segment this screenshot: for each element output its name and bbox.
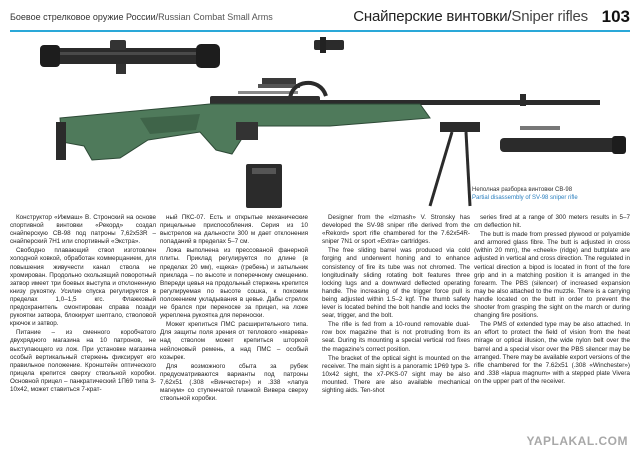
body-text bbox=[10, 214, 630, 448]
spare-magazine bbox=[246, 164, 282, 208]
column-2-ru bbox=[160, 214, 308, 448]
visor bbox=[520, 126, 560, 130]
running-header-right bbox=[353, 8, 588, 25]
rifle-disassembly-illustration bbox=[0, 34, 640, 210]
paragraph: The free sliding barrel was produced via cold forging and underwent honing and to enhance consistency of fire its tube was not chromed. The longitudinally sliding rotating bolt features three locking lugs and a downward deflected operating handle. The increasing of the trigger force pull is being adjusted within 1.5–2 kgf. The thumb safety lever is located behind the bolt handle and locks the sear, trigger, and the bolt. bbox=[322, 247, 470, 320]
header-rule bbox=[10, 30, 630, 32]
buttplate bbox=[56, 122, 66, 160]
muzzle-device bbox=[314, 37, 344, 53]
page-number: 103 bbox=[601, 7, 630, 26]
watermark: YAPLAKAL.COM bbox=[526, 434, 628, 448]
figure-caption bbox=[472, 186, 632, 202]
paragraph: Для возможного сбыта за рубеж предусматриваются варианты под патроны 7,62х51 (.308 «Винчестер») и .338 «лапуа магнум» со ступенчатой планкой Вивера сверху ствольной коробки. bbox=[160, 362, 308, 403]
paragraph: Может крепиться ПМС расширительного типа. Для защиты поля зрения от теплового «марева» над стволом может крепиться шторкой нейлоновый ремень, а над ПМС – особый козырек. bbox=[160, 321, 308, 361]
header-right-en: Sniper rifles bbox=[511, 8, 588, 25]
paragraph: The butt is made from pressed plywood or polyamide and armored glass fibre. The butt is adjusted in cross (within 20 mm), the «cheek» (ridge) and buttplate are adjusted in vertical and cross direction. The regulated in vertical direction a bipod is located in front of the fore grip and in a matching position it is arranged in the forearm. The PBS (silencer) of increased expansion may be also attached to the muzzle. There is a carrying handle located on the butt in order to prevent the shooter from grasping the sight on the march or during changing fire positions. bbox=[474, 231, 630, 320]
paragraph: The rifle is fed from a 10-round removable dual-row box magazine that is not protruding from its seat. During its mounting a special vertical rod fixes the magazine's correct position. bbox=[322, 321, 470, 353]
caption-en: Partial disassembly of SV-98 sniper rifle bbox=[472, 195, 578, 201]
paragraph: The bracket of the optical sight is mounted on the receiver. The main sight is a panoramic 1P69 type 3-10x42 sight, the x7-PKS-07 sight may be also mounted. There are also available mechanical sighting aids. Ten-shot bbox=[322, 354, 470, 394]
silencer bbox=[500, 136, 626, 154]
paragraph: Питание – из сменного коробчатого двухрядного магазина на 10 патронов, не выступающего из лож. При установке магазина особый вертикальный стержень фиксирует его правильное положение. Кронштейн оптического прицела крепится сверху ствольной коробки. Основной прицел – панкратический 1П69 типа 3-10х42, может ставиться 7-крат- bbox=[10, 329, 156, 393]
paragraph: Свободно плавающий ствол изготовлен холодной ковкой, обработан коммерцанием, для повышения живучести канал ствола не хромирован. Продольно скользящий поворотный затвор имеет три боевых выступа и отклоненную книзу рукоятку. Усилие спуска регулируется в пределах 1,0–1,5 кгс. Флажковый предохранитель смонтирован справа позади рукоятки затвора, блокирует шептало, стволовой крючок и затвор. bbox=[10, 247, 156, 328]
magazine-installed bbox=[236, 122, 258, 140]
paragraph: ный ПКС-07. Есть и открытые механические прицельные приспособления. Серия из 10 выстрелов на дальности 300 м дает отклонения попаданий в пределах 5–7 см. bbox=[160, 214, 308, 246]
caption-ru: Неполная разборка винтовки СВ-98 bbox=[472, 187, 573, 193]
paragraph: series fired at a range of 300 meters results in 5–7 cm deflection hit. bbox=[474, 214, 630, 230]
header-left-en: Russian Combat Small Arms bbox=[158, 12, 273, 22]
paragraph: Конструктор «Ижмаш» В. Стронский на основе спортивной винтовки «Рекорд» создал снайперскую СВ-98 под патроны 7,62х53R – снайперский 7Н1 или спортивный «Экстра». bbox=[10, 214, 156, 246]
column-3-en bbox=[322, 214, 470, 448]
running-header-left bbox=[10, 12, 273, 22]
paragraph: Designer from the «Izmash» V. Stronsky has developed the SV-98 sniper rifle derived from the «Rekord» sport rifle chambered for the 7.62x54R-sniper 7N1 or sport «Extra» cartridges. bbox=[322, 214, 470, 246]
column-1-ru bbox=[10, 214, 156, 448]
column-4-en bbox=[474, 214, 630, 448]
header-left-ru: Боевое стрелковое оружие России/ bbox=[10, 12, 159, 22]
cleaning-rod bbox=[238, 91, 298, 94]
header-right-ru: Снайперские винтовки/ bbox=[353, 8, 512, 25]
front-sight bbox=[520, 94, 526, 106]
paragraph: The PMS of extended type may be also attached. In an effort to protect the field of vision from the heat mirage or optical illusion, the wide nylon belt over the barrel and a special visor over the PBS silencer may be arranged. There may be available export versions of the rifle chambered for the 7.62x51 (.308 «Winchester») and .338 «lapua magnum» with a stepped plate Vivera on the upper part of the receiver. bbox=[474, 321, 630, 385]
optical-sight bbox=[40, 40, 220, 74]
paragraph: Ложа выполнена из прессованой фанерной плиты. Приклад регулируется по длине (в пределах 20 мм), «щека» (гребень) и затыльник приклада – по высоте и поперечному смещению. Впереди цевья на продольный стержень крепится регулируемая по высоте сошка, к похожим положением укладывания в цевье. Дабы стрелок не брался при переноске за прицел, на ложе укреплена рукоятка для переноски. bbox=[160, 247, 308, 320]
